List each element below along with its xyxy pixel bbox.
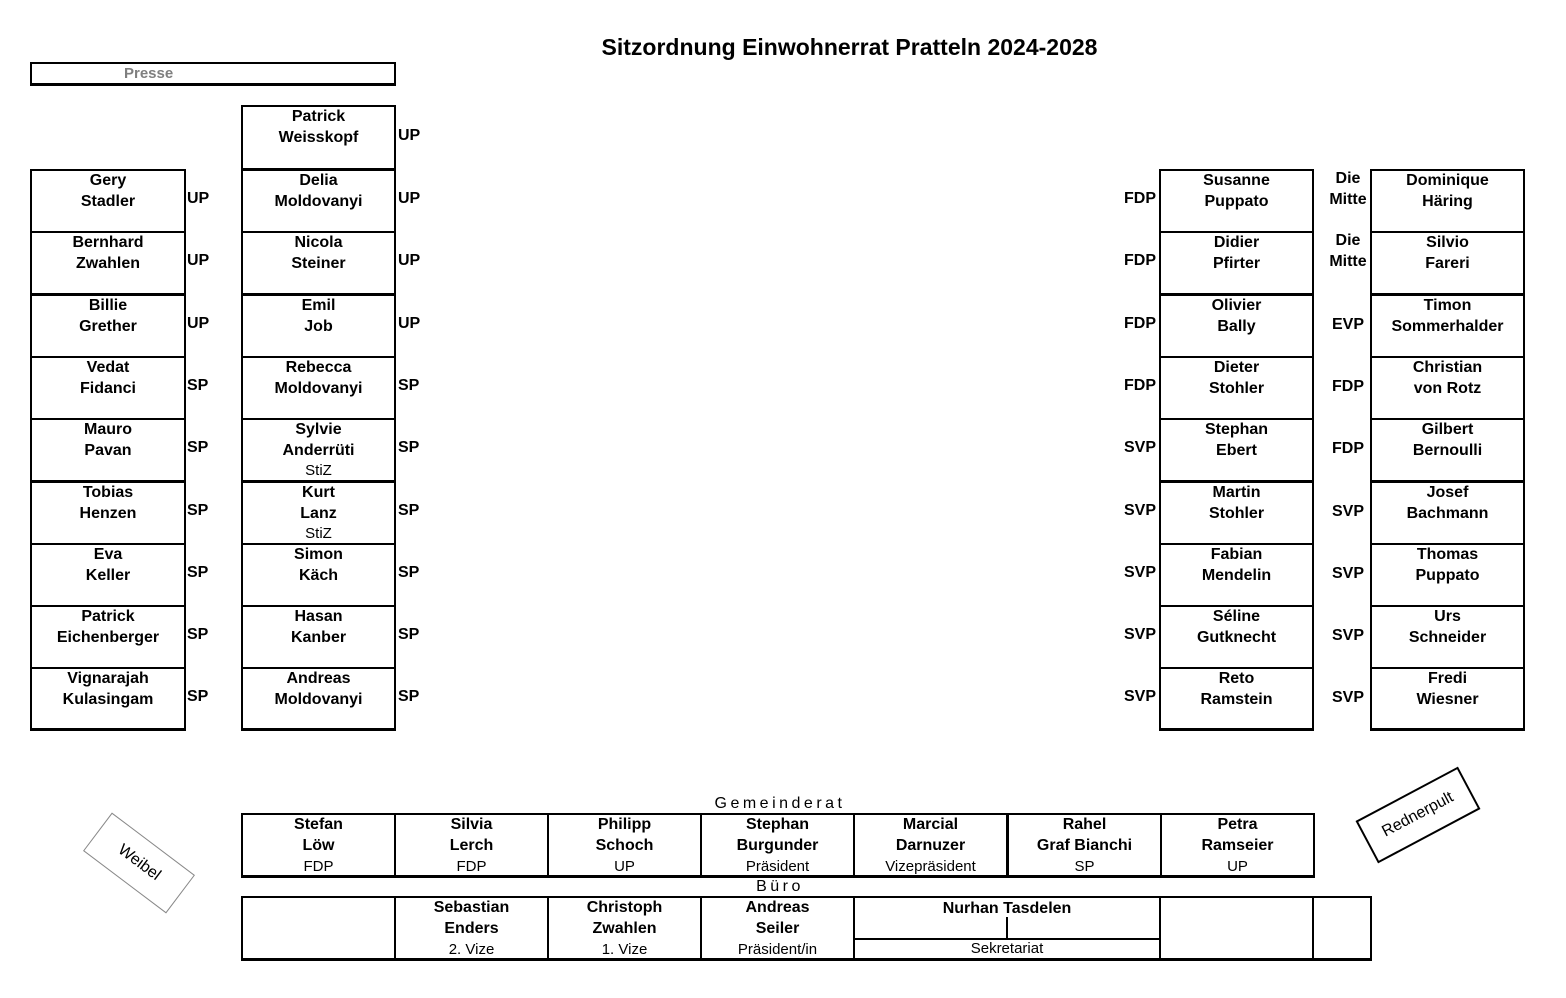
seat-first-name: Hasan xyxy=(294,608,343,625)
seat xyxy=(1159,294,1314,358)
seat-first-name: Vedat xyxy=(86,359,130,376)
seat-last-name: Stohler xyxy=(1208,504,1265,522)
rednerpult-box xyxy=(1356,767,1481,864)
seat xyxy=(1159,605,1314,669)
seat-last-name: Sommerhalder xyxy=(1391,317,1504,335)
seat-first-name: Fabian xyxy=(1210,546,1263,563)
seat-first-name: Martin xyxy=(1212,484,1261,501)
seat-party: SP xyxy=(187,439,209,456)
seat-first-name: Josef xyxy=(1426,484,1469,501)
seat xyxy=(1370,481,1525,545)
seat-note: StiZ xyxy=(305,462,332,479)
member-role: FDP xyxy=(303,858,334,875)
seat xyxy=(1159,481,1314,545)
seat-party xyxy=(1319,418,1377,459)
seat xyxy=(30,294,186,358)
seat-first-name: Emil xyxy=(301,297,336,314)
seat xyxy=(1159,231,1314,295)
seat xyxy=(241,481,396,545)
member-last-name: Graf Bianchi xyxy=(1036,836,1133,854)
seat-party-line2: Mitte xyxy=(1329,252,1367,270)
seat-party: UP xyxy=(398,127,421,144)
seat-party-line1 xyxy=(1319,418,1377,439)
seat-last-name: Käch xyxy=(298,566,339,584)
presse-table xyxy=(30,62,396,86)
gemeinderat-label: Gemeinderat xyxy=(714,795,846,812)
seat-party xyxy=(1319,481,1377,522)
seat-party xyxy=(1319,543,1377,584)
seat-party-line1 xyxy=(1319,356,1377,377)
buero-label: Büro xyxy=(756,878,804,895)
seat xyxy=(30,418,186,482)
seat-last-name: Ramstein xyxy=(1200,690,1273,708)
seat-first-name: Kurt xyxy=(302,484,335,501)
member-role: Vizepräsident xyxy=(885,858,976,875)
gemeinderat-member xyxy=(853,813,1008,878)
seat-first-name: Delia xyxy=(299,172,338,189)
seat xyxy=(241,231,396,295)
seat-note: StiZ xyxy=(305,525,332,542)
seat-last-name: Fareri xyxy=(1425,254,1470,272)
member-last-name: Seiler xyxy=(755,919,800,937)
seat-last-name: Lanz xyxy=(300,504,337,522)
seat-first-name: Gilbert xyxy=(1421,421,1474,438)
seat xyxy=(1159,418,1314,482)
seat-party: SP xyxy=(398,502,420,519)
seat-party xyxy=(1319,231,1377,272)
seat-first-name: Vignarajah xyxy=(67,670,149,687)
seat-party-line2: SVP xyxy=(1331,688,1364,706)
seat-top xyxy=(241,105,396,170)
seat-first-name: Sylvie xyxy=(295,421,342,438)
seat-last-name: Wiesner xyxy=(1416,690,1479,708)
member-first-name: Stephan xyxy=(745,816,810,833)
member-first-name: Andreas xyxy=(745,899,810,916)
seat xyxy=(30,356,186,420)
seat xyxy=(1370,169,1525,233)
member-first-name: Silvia xyxy=(450,816,493,833)
seat-last-name: Anderrüti xyxy=(282,441,355,459)
weibel-box xyxy=(83,813,195,914)
seat-last-name: Weisskopf xyxy=(278,128,359,146)
seat-first-name: Susanne xyxy=(1203,172,1270,189)
sekretariat-name: Nurhan Tasdelen xyxy=(942,900,1072,917)
seat-party: FDP xyxy=(1124,315,1156,332)
seat xyxy=(1159,169,1314,233)
seat-party-line2: SVP xyxy=(1331,502,1364,520)
seat-party: UP xyxy=(398,315,421,332)
seat-last-name: Eichenberger xyxy=(56,628,160,646)
seat-first-name: Patrick xyxy=(291,108,346,125)
seat-first-name: Tobias xyxy=(82,484,134,501)
seat-last-name: Schneider xyxy=(1408,628,1487,646)
seat-party-line1 xyxy=(1319,294,1377,315)
member-last-name: Lerch xyxy=(449,836,494,854)
seat-party: SP xyxy=(187,502,209,519)
member-last-name: Ramseier xyxy=(1201,836,1274,854)
seat-party: FDP xyxy=(1124,377,1156,394)
seat-first-name: Simon xyxy=(294,546,343,563)
seat-party: FDP xyxy=(1124,190,1156,207)
member-first-name: Stefan xyxy=(294,816,343,833)
seat-last-name: von Rotz xyxy=(1413,379,1482,397)
seat xyxy=(1370,667,1525,731)
seat-last-name: Zwahlen xyxy=(75,254,140,272)
member-last-name: Löw xyxy=(302,836,335,854)
seat-party: SP xyxy=(398,626,420,643)
member-first-name: Rahel xyxy=(1062,816,1107,833)
member-role: Präsident/in xyxy=(737,941,818,958)
seat xyxy=(1370,605,1525,669)
seat xyxy=(241,169,396,233)
seat-first-name: Rebecca xyxy=(285,359,352,376)
seat-last-name: Kanber xyxy=(290,628,347,646)
seat-last-name: Pavan xyxy=(84,441,132,459)
seat-first-name: Urs xyxy=(1434,608,1461,625)
seat-last-name: Henzen xyxy=(79,504,137,522)
seat-party: SP xyxy=(398,688,420,705)
seat-party-line2: SVP xyxy=(1331,626,1364,644)
seat-last-name: Stohler xyxy=(1208,379,1265,397)
seat-last-name: Job xyxy=(304,317,333,335)
member-first-name: Marcial xyxy=(902,816,959,833)
buero-member xyxy=(547,896,702,961)
seat xyxy=(1159,543,1314,607)
seat-first-name: Billie xyxy=(88,297,128,314)
seat-party xyxy=(1319,667,1377,708)
seat xyxy=(1370,543,1525,607)
gemeinderat-member xyxy=(700,813,855,878)
seat-party: SVP xyxy=(1123,688,1156,705)
seat xyxy=(1159,667,1314,731)
member-last-name: Zwahlen xyxy=(592,919,657,937)
seat-party: SP xyxy=(187,688,209,705)
member-last-name: Burgunder xyxy=(736,836,819,854)
seat-party: SP xyxy=(187,564,209,581)
seat-party: UP xyxy=(187,315,210,332)
seat xyxy=(241,605,396,669)
seat-last-name: Puppato xyxy=(1415,566,1480,584)
member-first-name: Petra xyxy=(1217,816,1258,833)
member-role: 2. Vize xyxy=(448,941,495,958)
seat-first-name: Reto xyxy=(1218,670,1255,687)
member-role: FDP xyxy=(456,858,487,875)
seat-last-name: Keller xyxy=(85,566,131,584)
seat-party-line2: FDP xyxy=(1332,377,1364,395)
seat-first-name: Dominique xyxy=(1406,172,1489,189)
seat-party: SP xyxy=(398,377,420,394)
seat-last-name: Gutknecht xyxy=(1196,628,1277,646)
seat xyxy=(1370,356,1525,420)
seat-party xyxy=(1319,169,1377,210)
seat-party: SP xyxy=(187,377,209,394)
seat-party-line1 xyxy=(1319,605,1377,626)
seat-first-name: Olivier xyxy=(1211,297,1262,314)
seat-first-name: Thomas xyxy=(1416,546,1479,563)
sekretariat-label: Sekretariat xyxy=(970,940,1044,957)
seat xyxy=(1159,356,1314,420)
seat-party: SVP xyxy=(1123,626,1156,643)
seat-last-name: Moldovanyi xyxy=(274,379,363,397)
rednerpult-label: Rednerpult xyxy=(1379,788,1457,841)
member-role: SP xyxy=(1074,858,1095,875)
seat-first-name: Timon xyxy=(1423,297,1472,314)
seat-first-name: Stephan xyxy=(1204,421,1269,438)
seat xyxy=(1370,294,1525,358)
seat-party: SVP xyxy=(1123,439,1156,456)
seat-party-line2: EVP xyxy=(1331,315,1364,333)
sekretariat-split xyxy=(1006,917,1008,939)
gemeinderat-member xyxy=(1160,813,1315,878)
seat-party: SP xyxy=(398,439,420,456)
buero-empty-left xyxy=(241,896,396,961)
seat-last-name: Ebert xyxy=(1216,441,1257,459)
gemeinderat-member xyxy=(241,813,396,878)
member-role: UP xyxy=(1227,858,1248,875)
seat-last-name: Steiner xyxy=(291,254,346,272)
seat xyxy=(30,481,186,545)
member-first-name: Sebastian xyxy=(433,899,510,916)
seat xyxy=(241,543,396,607)
gemeinderat-member xyxy=(1007,813,1162,878)
seat xyxy=(30,231,186,295)
seat xyxy=(30,543,186,607)
seat-party: UP xyxy=(187,190,210,207)
seat xyxy=(241,667,396,731)
seat-last-name: Bernoulli xyxy=(1412,441,1483,459)
weibel-label: Weibel xyxy=(114,841,164,885)
seat-party-line1 xyxy=(1319,543,1377,564)
seat-party: SVP xyxy=(1123,564,1156,581)
seat xyxy=(241,418,396,482)
seat-first-name: Patrick xyxy=(81,608,135,625)
seat-party: UP xyxy=(398,252,421,269)
member-role: 1. Vize xyxy=(601,941,648,958)
member-first-name: Philipp xyxy=(597,816,652,833)
seat-first-name: Bernhard xyxy=(72,234,144,251)
seat-last-name: Fidanci xyxy=(79,379,136,397)
seat-last-name: Kulasingam xyxy=(62,690,154,708)
seat xyxy=(241,294,396,358)
seat-party xyxy=(1319,356,1377,397)
seat-party: SVP xyxy=(1123,502,1156,519)
seat-party: SP xyxy=(398,564,420,581)
member-role: Präsident xyxy=(745,858,810,875)
seat-first-name: Séline xyxy=(1212,608,1261,625)
member-role: UP xyxy=(614,858,635,875)
seat-last-name: Bally xyxy=(1217,317,1256,335)
seat xyxy=(1370,418,1525,482)
seat-party-line1: Die xyxy=(1335,170,1361,187)
buero-empty-right1 xyxy=(1159,896,1314,961)
seat xyxy=(30,169,186,233)
seat-party-line2: FDP xyxy=(1332,439,1364,457)
seat-party: FDP xyxy=(1124,252,1156,269)
seat-first-name: Eva xyxy=(93,546,123,563)
seat-party-line1 xyxy=(1319,481,1377,502)
gemeinderat-member xyxy=(394,813,549,878)
seat-first-name: Andreas xyxy=(286,670,351,687)
seat-party: UP xyxy=(187,252,210,269)
buero-member xyxy=(700,896,855,961)
seat-first-name: Nicola xyxy=(294,234,343,251)
seat-party xyxy=(1319,294,1377,335)
seat-first-name: Mauro xyxy=(84,421,132,438)
seat-party xyxy=(1319,605,1377,646)
seat-last-name: Stadler xyxy=(80,192,136,210)
seat-first-name: Gery xyxy=(89,172,127,189)
member-last-name: Enders xyxy=(444,919,499,937)
seat-party-line1 xyxy=(1319,667,1377,688)
seat xyxy=(241,356,396,420)
seat-last-name: Moldovanyi xyxy=(274,192,363,210)
buero-empty-right2 xyxy=(1312,896,1372,961)
seat-first-name: Christian xyxy=(1412,359,1483,376)
seat xyxy=(30,605,186,669)
seat-first-name: Dieter xyxy=(1213,359,1260,376)
seat-first-name: Didier xyxy=(1213,234,1260,251)
seat-first-name: Fredi xyxy=(1427,670,1468,687)
seat-party: UP xyxy=(398,190,421,207)
seat-party: SP xyxy=(187,626,209,643)
seat-last-name: Mendelin xyxy=(1201,566,1272,584)
seat-last-name: Moldovanyi xyxy=(274,690,363,708)
seat-party-line2: SVP xyxy=(1331,564,1364,582)
seat-party-line1: Die xyxy=(1335,232,1361,249)
presse-label: Presse xyxy=(124,65,174,82)
seat xyxy=(30,667,186,731)
seat-last-name: Puppato xyxy=(1204,192,1269,210)
seat xyxy=(1370,231,1525,295)
member-last-name: Darnuzer xyxy=(895,836,966,854)
seat-party-line2: Mitte xyxy=(1329,190,1367,208)
seat-last-name: Bachmann xyxy=(1406,504,1489,522)
member-first-name: Christoph xyxy=(586,899,663,916)
gemeinderat-member xyxy=(547,813,702,878)
seat-last-name: Pfirter xyxy=(1212,254,1261,272)
seat-last-name: Häring xyxy=(1422,192,1473,210)
seat-first-name: Silvio xyxy=(1426,234,1469,251)
member-last-name: Schoch xyxy=(595,836,654,854)
buero-member xyxy=(394,896,549,961)
page-title: Sitzordnung Einwohnerrat Pratteln 2024-2028 xyxy=(601,34,1098,60)
seat-last-name: Grether xyxy=(79,317,137,335)
